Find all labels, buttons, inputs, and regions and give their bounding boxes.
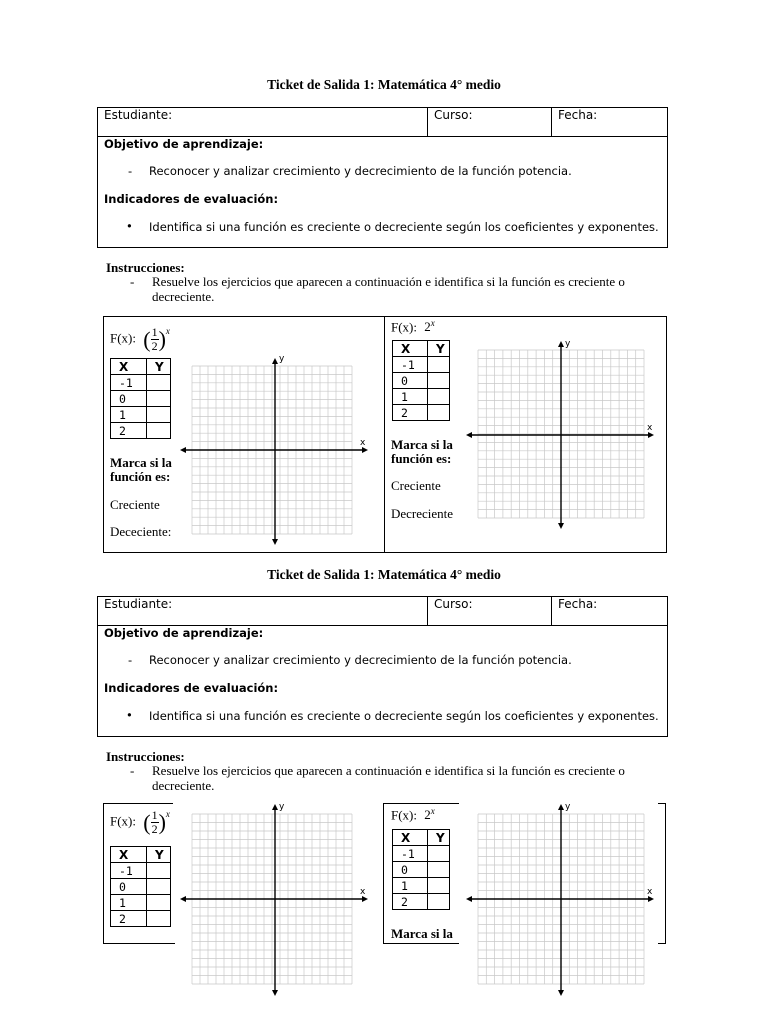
ex2-graph[interactable] xyxy=(464,800,658,1000)
ex1-exponent: x xyxy=(165,326,170,336)
ex1-mark-line1: Marca si la xyxy=(110,455,172,470)
ex2-value-table: X Y -1 0 1 2 xyxy=(392,829,450,910)
ex2-x-cell: -1 xyxy=(393,357,428,373)
arrow-up-icon xyxy=(558,804,564,810)
date-label: Fecha: xyxy=(558,108,598,122)
instructions-line1: Resuelve los ejercicios que aparecen a continuación e identifica si la función es creciente o xyxy=(152,763,625,778)
arrow-left-icon xyxy=(466,896,472,902)
ex1-x-cell: -1 xyxy=(111,375,147,391)
ex2-y-input[interactable] xyxy=(428,862,450,878)
ex2-mark-line1: Marca si la xyxy=(391,437,453,452)
arrow-left-icon xyxy=(180,896,186,902)
indicator-bullet: • xyxy=(126,708,133,722)
ex1-y-label: y xyxy=(279,802,285,812)
indicator-bullet: • xyxy=(126,219,133,233)
arrow-down-icon xyxy=(272,539,278,545)
arrow-down-icon xyxy=(558,523,564,529)
ex2-mark-line2: función es: xyxy=(391,451,452,466)
ticket-title: Ticket de Salida 1: Matemática 4° medio xyxy=(267,77,501,92)
ex1-y-input[interactable] xyxy=(147,375,171,391)
indicators-label: Indicadores de evaluación: xyxy=(104,681,279,695)
ex2-func-label: F(x): xyxy=(391,319,417,335)
ex1-x-cell: 2 xyxy=(111,423,147,439)
arrow-down-icon xyxy=(272,990,278,996)
objective-dash: - xyxy=(128,164,133,178)
info-table xyxy=(97,596,668,737)
ex2-value-table: X Y -1 0 1 2 xyxy=(392,340,450,421)
ex2-y-input[interactable] xyxy=(428,389,450,405)
indicators-label: Indicadores de evaluación: xyxy=(104,192,279,206)
ex1-y-input[interactable] xyxy=(147,423,171,439)
course-label: Curso: xyxy=(434,108,473,122)
ex2-y-input[interactable] xyxy=(428,357,450,373)
objective-label: Objetivo de aprendizaje: xyxy=(104,626,264,640)
arrow-left-icon xyxy=(466,432,472,438)
ex1-graph[interactable] xyxy=(178,800,372,1000)
ex1-x-cell: 0 xyxy=(111,391,147,407)
ex1-option-decreciente[interactable]: Dececiente: xyxy=(110,524,172,539)
ex1-function: F(x): ( $\frac{1}{2}$ )$^x$ xyxy=(110,325,170,353)
instructions-line2: decreciente. xyxy=(152,289,215,304)
objective-dash: - xyxy=(128,653,133,667)
date-label: Fecha: xyxy=(558,597,598,611)
objective-text: Reconocer y analizar crecimiento y decrecimiento de la función potencia. xyxy=(149,164,572,178)
ex2-y-label: y xyxy=(565,339,571,349)
exercise-divider xyxy=(384,316,385,553)
ex1-x-label: x xyxy=(360,887,366,897)
ex1-y-input[interactable] xyxy=(147,895,171,911)
arrow-left-icon xyxy=(180,447,186,453)
indicator-text: Identifica si una función es creciente o decreciente según los coeficientes y exponentes. xyxy=(149,709,659,723)
ex2-y-input[interactable] xyxy=(428,894,450,910)
ticket-title: Ticket de Salida 1: Matemática 4° medio xyxy=(267,567,501,582)
ex2-function xyxy=(391,318,435,335)
ex1-y-input[interactable] xyxy=(147,879,171,895)
instructions-line1: Resuelve los ejercicios que aparecen a continuación e identifica si la función es creciente o xyxy=(152,274,625,289)
ex2-y-label: y xyxy=(565,802,571,812)
ex1-y-label: y xyxy=(279,354,285,364)
instructions-line2: decreciente. xyxy=(152,778,215,793)
ex2-option-creciente[interactable]: Creciente xyxy=(391,478,441,493)
ex2-x-cell: 1 xyxy=(393,389,428,405)
course-label: Curso: xyxy=(434,597,473,611)
ex2-base: 2 xyxy=(424,319,431,335)
arrow-up-icon xyxy=(272,804,278,810)
ex1-y-input[interactable] xyxy=(147,911,171,927)
ex1-graph[interactable] xyxy=(178,350,372,550)
ex2-y-input[interactable] xyxy=(428,405,450,421)
ex1-func-label: F(x): xyxy=(110,330,136,346)
ex2-graph[interactable] xyxy=(464,338,658,532)
ex2-x-label: x xyxy=(647,887,653,897)
ex1-y-input[interactable] xyxy=(147,863,171,879)
ex2-y-input[interactable] xyxy=(428,878,450,894)
ex2-y-input[interactable] xyxy=(428,846,450,862)
instructions-dash: - xyxy=(130,763,135,778)
ex2-function: F(x): 2$^x$ xyxy=(391,806,435,823)
instructions-dash: - xyxy=(130,274,135,289)
objective-label: Objetivo de aprendizaje: xyxy=(104,137,264,151)
indicator-text: Identifica si una función es creciente o decreciente según los coeficientes y exponentes. xyxy=(149,220,659,234)
instructions-label: Instrucciones: xyxy=(106,260,185,275)
ex1-y-input[interactable] xyxy=(147,407,171,423)
ex2-x-cell: 0 xyxy=(393,373,428,389)
ex1-y-input[interactable] xyxy=(147,391,171,407)
student-label: Estudiante: xyxy=(104,108,173,122)
objective-text: Reconocer y analizar crecimiento y decrecimiento de la función potencia. xyxy=(149,653,572,667)
ex1-fraction: $\frac{1}{2}$ xyxy=(151,325,158,353)
ex2-x-cell: 2 xyxy=(393,405,428,421)
student-label: Estudiante: xyxy=(104,597,173,611)
ex1-fraction: $\frac{1}{2}$ xyxy=(151,808,158,836)
info-table xyxy=(97,107,668,248)
ex1-mark-line2: función es: xyxy=(110,469,171,484)
ex1-option-creciente[interactable]: Creciente xyxy=(110,497,160,512)
ex2-mark-line1: Marca si la xyxy=(391,926,453,941)
ex2-option-decreciente[interactable]: Decreciente xyxy=(391,506,454,521)
ex1-x-cell: 1 xyxy=(111,407,147,423)
ex2-y-input[interactable] xyxy=(428,373,450,389)
arrow-up-icon xyxy=(558,341,564,347)
ex1-value-table: X Y -1 0 1 2 xyxy=(110,846,171,927)
ex1-function: F(x): ( $\frac{1}{2}$ )$^x$ xyxy=(110,808,170,836)
ex2-x-label: x xyxy=(647,423,653,433)
instructions-label: Instrucciones: xyxy=(106,749,185,764)
ex1-value-table: X Y -1 0 1 2 xyxy=(110,358,171,439)
ex2-exponent: x xyxy=(430,318,435,328)
ex1-x-label: x xyxy=(360,438,366,448)
arrow-down-icon xyxy=(558,990,564,996)
arrow-up-icon xyxy=(272,358,278,364)
